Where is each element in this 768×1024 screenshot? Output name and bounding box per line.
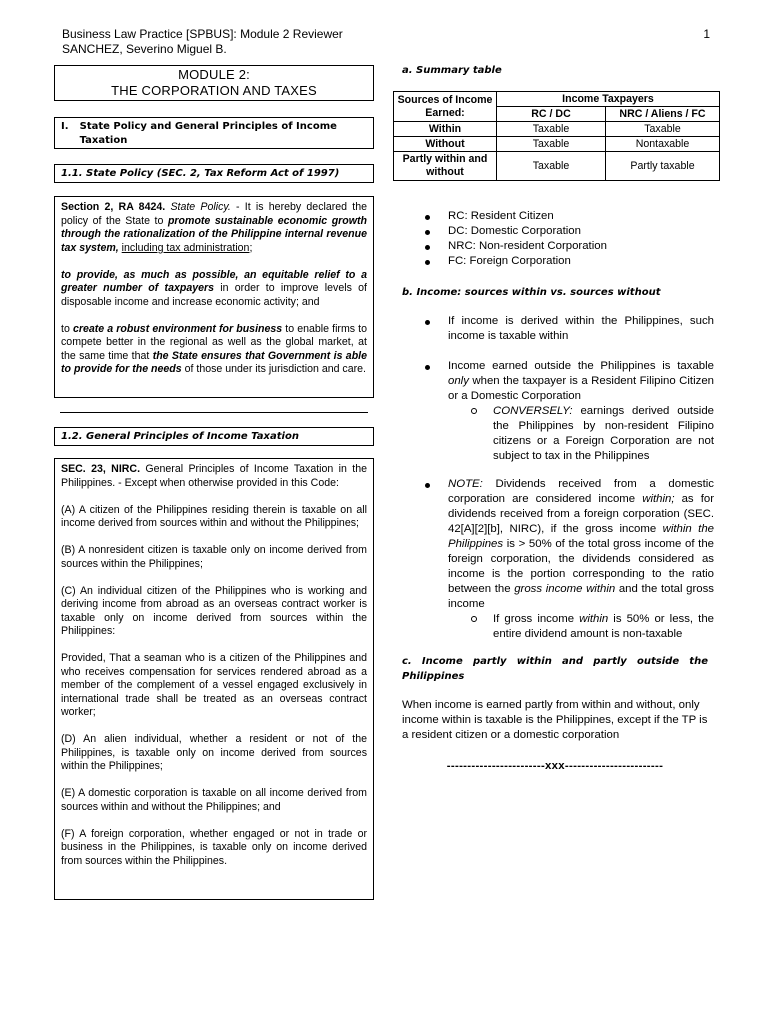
- emphasis-text: within the Philippines: [448, 523, 715, 550]
- bullet-icon: [425, 365, 430, 370]
- emphasis-text: the State ensures that Government is able to provide for the needs: [61, 349, 368, 375]
- section-1-2-heading: 1.2. General Principles of Income Taxation: [54, 427, 374, 446]
- table-row: [394, 122, 720, 137]
- legend-text: DC: Domestic Corporation: [448, 225, 581, 237]
- table-header-nrc: NRC / Aliens / FC: [606, 107, 720, 122]
- section-separator: ------------------------xxx------------------------: [446, 760, 664, 772]
- income-b-list: [402, 314, 714, 344]
- bullet-text: earnings derived outside the Philippines by non-resident Filipino citizens or a Foreign Corporation are not subject to tax in the Philippines: [493, 405, 714, 462]
- bullet-icon: [425, 245, 430, 250]
- principle-item: Provided, That a seaman who is a citizen of the Philippines and who receives compensation for services rendered abroad as a member of the complement of a vessel engaged exclusively in international trade shall be treated as an overseas contract worker;: [61, 652, 367, 718]
- table-cell: Taxable: [497, 122, 606, 137]
- income-c-text: When income is earned partly from within and without, only income within is taxable is the Philippines, except if the TP is a resident citizen or a domestic corporation: [402, 699, 708, 741]
- author-name: SANCHEZ, Severino Miguel B.: [62, 42, 227, 56]
- principle-item: (A) A citizen of the Philippines residing therein is taxable on all income derived from sources within and without the Philippines;: [61, 503, 367, 529]
- text-span: in order to improve levels of disposable income and increase economic activity; and: [61, 282, 367, 308]
- section-1-1-heading: 1.1. State Policy (SEC. 2, Tax Reform Act of 1997): [54, 164, 374, 183]
- state-policy-box: [54, 196, 374, 398]
- emphasis-text: within: [579, 613, 609, 625]
- bullet-text: and the total gross income: [448, 583, 715, 610]
- module-number: MODULE 2:: [178, 67, 250, 82]
- table-cell-label: Within: [394, 122, 497, 137]
- circle-bullet-icon: [471, 408, 477, 414]
- legend-text: RC: Resident Citizen: [448, 210, 554, 222]
- bullet-icon: [425, 320, 430, 325]
- legend-text: FC: Foreign Corporation: [448, 255, 571, 267]
- table-cell-label: Partly within and without: [394, 152, 497, 181]
- list-item: [402, 477, 714, 612]
- section-1-number: I.: [61, 121, 69, 132]
- abbreviation-legend: [402, 209, 714, 269]
- summary-heading: a. Summary table: [402, 65, 502, 76]
- table-cell: Nontaxable: [606, 137, 720, 152]
- emphasis-text: to provide, as much as possible, an equitable relief to a greater number of taxpayers: [61, 268, 367, 294]
- table-row: [394, 152, 720, 181]
- bullet-text: If income is derived within the Philippines, such income is taxable within: [448, 315, 714, 342]
- list-item: [402, 314, 714, 344]
- bullet-text: when the taxpayer is a Resident Filipino Citizen or a Domestic Corporation: [448, 375, 714, 402]
- bullet-text: Dividends received from a domestic corporation are considered income: [448, 478, 714, 505]
- table-cell-label: Without: [394, 137, 497, 152]
- bullet-icon: [425, 230, 430, 235]
- state-policy-paragraph-2: [61, 269, 367, 310]
- table-header-sources: Sources of Income Earned:: [394, 92, 497, 122]
- circle-bullet-icon: [471, 616, 477, 622]
- summary-table: [393, 91, 720, 181]
- state-policy-paragraph-3: [61, 323, 367, 377]
- module-name: THE CORPORATION AND TAXES: [111, 83, 317, 98]
- table-cell: Partly taxable: [606, 152, 720, 181]
- table-cell: Taxable: [497, 137, 606, 152]
- table-header-group: Income Taxpayers: [497, 92, 720, 107]
- list-item: [402, 254, 714, 269]
- income-c-heading-line-2: Philippines: [402, 671, 465, 682]
- principle-item: (D) An alien individual, whether a resident or not of the Philippines, is taxable only on income derived from sources within the Philippines;: [61, 733, 367, 772]
- table-row: [394, 137, 720, 152]
- course-title: Business Law Practice [SPBUS]: Module 2 Reviewer: [62, 27, 343, 41]
- text-span: to enable firms to compete better in the regional as well as the global market, at the same time that: [61, 322, 368, 362]
- page-header: [62, 27, 710, 57]
- law-reference: SEC. 23, NIRC.: [61, 463, 141, 475]
- emphasis-text: gross income within: [514, 583, 616, 595]
- page-number: 1: [703, 27, 710, 41]
- list-item: [402, 359, 714, 404]
- sub-list-item: [402, 612, 714, 642]
- sub-list-item: [402, 404, 714, 464]
- general-principles-intro: [61, 463, 367, 490]
- bullet-icon: [425, 483, 430, 488]
- principle-item: (C) An individual citizen of the Philippines who is working and deriving income from abroad as an overseas contract worker is taxable only on income derived from sources within the Philippines:: [61, 584, 367, 637]
- emphasis-text: promote sustainable economic growth through the rationalization of the Philippine internal revenue tax system,: [61, 214, 368, 254]
- income-b-heading: b. Income: sources within vs. sources without: [402, 287, 661, 298]
- divider-line: [60, 412, 368, 413]
- income-b-list-3: [402, 477, 714, 642]
- bullet-icon: [425, 260, 430, 265]
- module-title-box: [54, 65, 374, 101]
- table-row: [394, 92, 720, 107]
- emphasis-text: CONVERSELY:: [493, 405, 573, 417]
- list-item: [402, 224, 714, 239]
- income-b-list-2: [402, 359, 714, 464]
- text-span: General Principles of Income Taxation in the Philippines. - Except when otherwise provided in this Code:: [61, 463, 367, 489]
- principle-item: (F) A foreign corporation, whether engaged or not in trade or business in the Philippines, is taxable only on income derived from sources within the Philippines.: [61, 827, 367, 867]
- bullet-text: If gross income: [493, 613, 580, 625]
- text-span: of those under its jurisdiction and care.: [181, 363, 366, 375]
- emphasis-text: only: [448, 375, 469, 387]
- emphasis-text: NOTE:: [448, 478, 483, 490]
- text-span: to: [61, 322, 73, 335]
- law-ref-name: State Policy.: [170, 201, 231, 213]
- bullet-text: Income earned outside the Philippines is taxable: [448, 360, 714, 372]
- section-1-heading: [54, 117, 374, 149]
- list-item: [402, 239, 714, 254]
- table-cell: Taxable: [497, 152, 606, 181]
- bullet-text: is 50% or less, the entire dividend amount is non-taxable: [493, 613, 714, 640]
- principle-item: (B) A nonresident citizen is taxable only on income derived from sources within the Philippines;: [61, 544, 367, 570]
- bullet-icon: [425, 215, 430, 220]
- section-1-title: State Policy and General Principles of Income Taxation: [79, 121, 337, 146]
- table-cell: Taxable: [606, 122, 720, 137]
- general-principles-box: [54, 458, 374, 900]
- income-c-heading-line: c. Income partly within and partly outside the: [402, 656, 708, 667]
- principle-item: (E) A domestic corporation is taxable on all income derived from sources within and without the Philippines; and: [61, 787, 367, 813]
- legend-text: NRC: Non-resident Corporation: [448, 240, 607, 252]
- text-span: - It is hereby declared the policy of the State to: [61, 201, 367, 227]
- bullet-text: is > 50% of the total gross income of the foreign corporation, the dividends considered as income is the portion corresponding to the ratio between the: [448, 538, 714, 595]
- underlined-text: including tax administration;: [121, 241, 253, 254]
- list-item: [402, 209, 714, 224]
- law-reference: Section 2, RA 8424.: [61, 201, 166, 213]
- table-header-rc-dc: RC / DC: [497, 107, 606, 122]
- bullet-text: as for dividends received from a foreign corporation (SEC. 42[A][2][b], NIRC), if the gross income: [448, 493, 714, 535]
- emphasis-text: create a robust environment for business: [72, 322, 283, 335]
- emphasis-text: within;: [642, 493, 675, 505]
- state-policy-paragraph-1: [61, 201, 367, 255]
